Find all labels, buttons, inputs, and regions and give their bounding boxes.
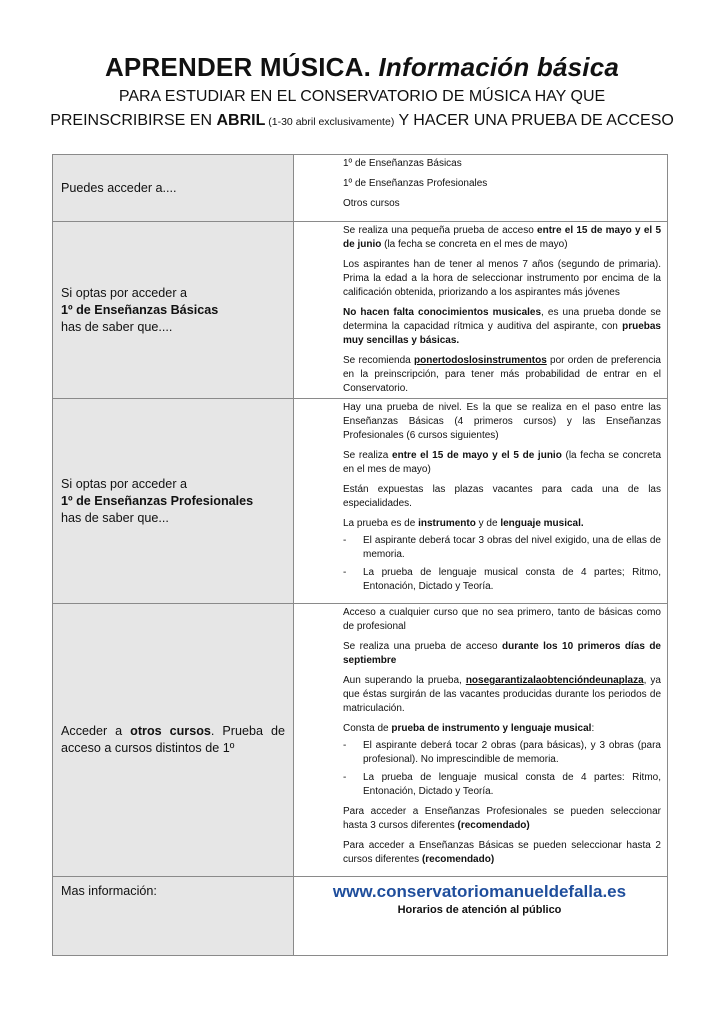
row-content-cell (294, 877, 668, 956)
item-text: Consta de (343, 723, 392, 734)
list-item (298, 401, 661, 443)
table-row (53, 877, 668, 956)
row-label-cell (53, 604, 294, 877)
subtitle-text-end: Y HACER UNA PRUEBA DE ACCESO (394, 112, 674, 129)
list-item (298, 354, 661, 396)
dash-icon: - (343, 567, 347, 578)
row-label-bold: 1º de Enseñanzas Profesionales (61, 493, 254, 508)
item-text: , ya que éstas surgirán de las vacantes producidas durante los periodos de matriculación. (343, 675, 661, 714)
row-label: Si optas por acceder a (61, 476, 188, 491)
list-item (298, 483, 661, 511)
row-content-cell (294, 604, 668, 877)
item-text: Otros cursos (343, 198, 400, 209)
item-text-bold: durante los 10 primeros días de septiembre (343, 641, 661, 666)
row-content-cell (294, 222, 668, 399)
website-link[interactable]: www.conservatoriomanueldefalla.es (332, 882, 627, 901)
info-table (52, 154, 668, 956)
item-text: El aspirante deberá tocar 3 obras del nivel exigido, una de ellas de memoria. (363, 535, 661, 560)
title-italic: Información básica (378, 52, 620, 82)
item-text-bold: entre el 15 de mayo y el 5 de junio (343, 225, 662, 250)
dash-icon: - (343, 535, 347, 546)
list-item (298, 722, 661, 799)
list-item (298, 157, 661, 171)
subtitle-text: PREINSCRIBIRSE EN (50, 112, 217, 129)
sub-list-item (343, 739, 661, 767)
item-text: 1º de Enseñanzas Básicas (343, 158, 462, 169)
item-text: Están expuestas las plazas vacantes para cada una de las especialidades. (343, 484, 661, 509)
item-text: y de (475, 518, 501, 529)
item-text: Se recomienda (343, 355, 414, 366)
item-text: La prueba de lenguaje musical consta de 4 partes: Ritmo, Entonación, Dictado y Teoría. (363, 772, 661, 797)
item-text-bold: prueba de instrumento y lenguaje musical (391, 723, 592, 734)
row-label-cell (53, 399, 294, 604)
dash-icon: - (343, 772, 347, 783)
subtitle-line-1: PARA ESTUDIAR EN EL CONSERVATORIO DE MÚSICA HAY QUE (118, 88, 606, 105)
row-content-cell (294, 399, 668, 604)
item-text-bold: pruebas muy sencillas y básicas. (343, 321, 661, 346)
list-item (298, 177, 661, 191)
item-text: Se realiza (343, 450, 393, 461)
table-row (53, 604, 668, 877)
row-label: Acceder a (61, 724, 131, 738)
item-text: Para acceder a Enseñanzas Básicas se pueden seleccionar hasta 2 cursos diferentes (343, 840, 661, 865)
subtitle-line-2 (0, 112, 724, 130)
item-text: Para acceder a Enseñanzas Profesionales se pueden seleccionar hasta 3 cursos diferentes (343, 806, 661, 831)
page-title (0, 52, 724, 83)
item-text: : (591, 723, 595, 734)
list-item (298, 306, 661, 348)
office-hours-text: Horarios de atención al público (397, 904, 562, 916)
list-item (298, 640, 661, 668)
subtitle-month: ABRIL (216, 112, 266, 129)
sub-list-item (343, 771, 661, 799)
sub-list-item (343, 534, 661, 562)
item-text-bold: instrumento (418, 518, 476, 529)
item-text: Aun superando la prueba, (343, 675, 466, 686)
item-text-bold: lenguaje musical. (500, 518, 584, 529)
table-row (53, 399, 668, 604)
list-item (298, 449, 661, 477)
row-content-cell (294, 155, 668, 222)
item-text: Hay una prueba de nivel. Es la que se realiza en el paso entre las Enseñanzas Básicas (4 primeros cursos) y las Enseñanzas Profesionales (6 cursos siguientes) (343, 402, 661, 441)
list-item (298, 258, 661, 300)
row-label-cell (53, 877, 294, 956)
row-label-cell (53, 155, 294, 222)
item-text: 1º de Enseñanzas Profesionales (343, 178, 488, 189)
list-item (298, 805, 661, 833)
sub-list-item (343, 566, 661, 594)
row-label-cell (53, 222, 294, 399)
title-main: APRENDER MÚSICA. (104, 52, 372, 82)
item-text: El aspirante deberá tocar 2 obras (para básicas), y 3 obras (para profesional). No imprescindible de memoria. (363, 740, 661, 765)
table-row (53, 155, 668, 222)
row-label: . Prueba de acceso a cursos distintos de 1º (61, 724, 285, 755)
list-item (298, 224, 661, 252)
row-label: Si optas por acceder a (61, 285, 188, 300)
dash-icon: - (343, 740, 347, 751)
item-text: , es una prueba donde se determina la capacidad rítmica y auditiva del aspirante, con (343, 307, 661, 332)
item-text: La prueba es de (343, 518, 419, 529)
item-text: Acceso a cualquier curso que no sea primero, tanto de básicas como de profesional (343, 607, 661, 632)
item-text-underlined: nosegarantizalaobtencióndeunaplaza (465, 675, 644, 686)
list-item (298, 674, 661, 716)
row-label-bold: 1º de Enseñanzas Básicas (61, 302, 219, 317)
item-text-bold: entre el 15 de mayo y el 5 de junio (392, 450, 562, 461)
item-text: Los aspirantes han de tener al menos 7 años (segundo de primaria). Prima la edad a la hora de seleccionar instrumento por encima de la calificación obtenida, priorizando a los aspirantes más jóvenes (343, 259, 661, 298)
item-text-bold: (recomendado) (457, 820, 530, 831)
subtitle-dates: (1-30 abril exclusivamente) (265, 116, 395, 128)
item-text: (la fecha se concreta en el mes de mayo) (381, 239, 568, 250)
row-label: Mas información: (61, 884, 157, 898)
item-text: La prueba de lenguaje musical consta de 4 partes; Ritmo, Entonación, Dictado y Teoría. (363, 567, 661, 592)
list-item (298, 606, 661, 634)
list-item (298, 839, 661, 867)
list-item (298, 197, 661, 211)
item-text: (la fecha se concreta en el mes de mayo) (343, 450, 662, 475)
item-text: por orden de preferencia en la preinscripción, para tener más probabilidad de entrar en el Conservatorio. (343, 355, 661, 394)
row-label: Puedes acceder a.... (61, 180, 177, 195)
list-item (298, 517, 661, 594)
item-text: Se realiza una prueba de acceso (343, 641, 503, 652)
row-label: has de saber que.... (61, 319, 173, 334)
item-text-bold: No hacen falta conocimientos musicales (343, 307, 542, 318)
item-text: Se realiza una pequeña prueba de acceso (343, 225, 538, 236)
row-label-bold: otros cursos (130, 724, 211, 738)
item-text-underlined: ponertodoslosinstrumentos (414, 355, 547, 366)
row-label: has de saber que... (61, 510, 169, 525)
table-row (53, 222, 668, 399)
item-text-bold: (recomendado) (421, 854, 495, 865)
